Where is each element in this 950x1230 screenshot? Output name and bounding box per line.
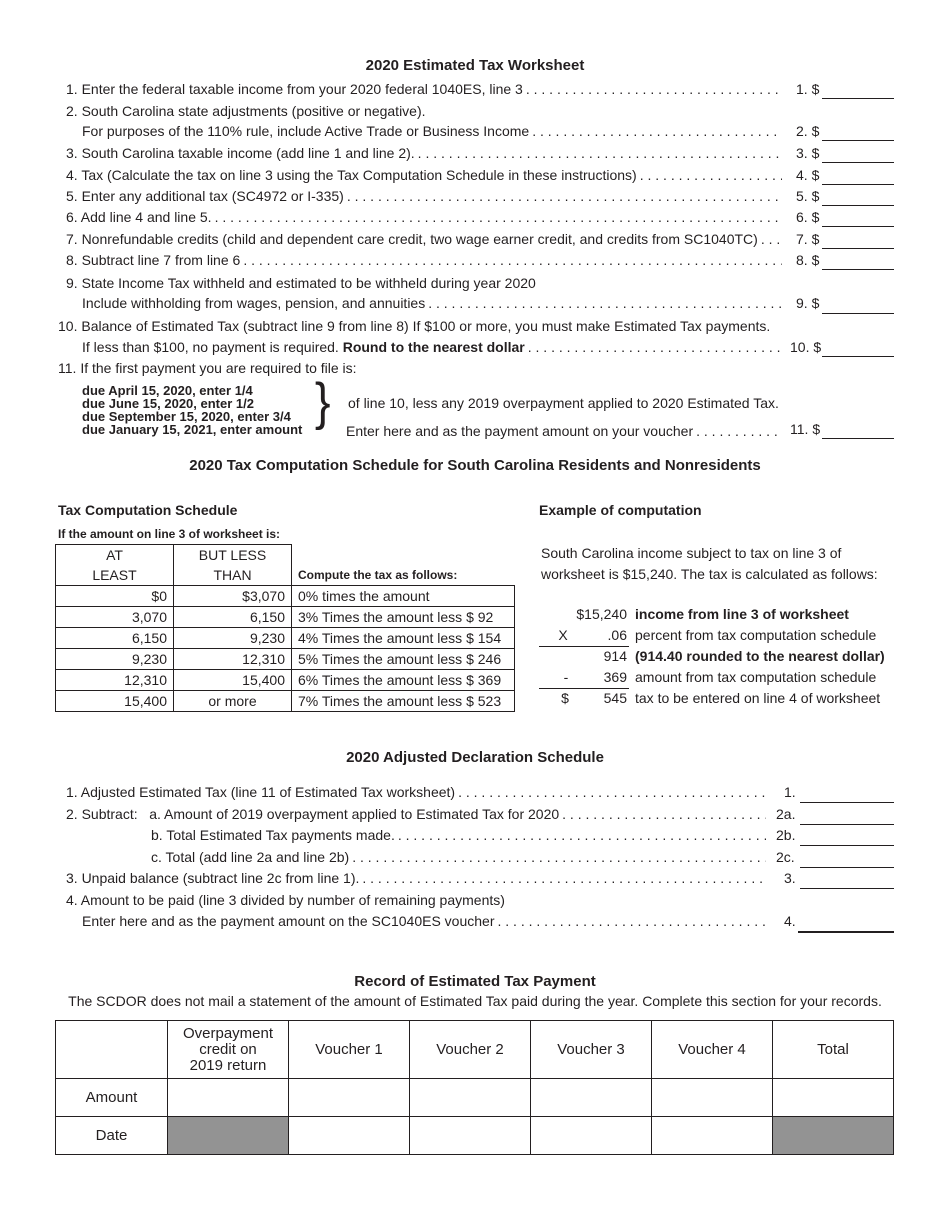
table-row (56, 607, 515, 628)
example-row-5-value: 545 (603, 690, 627, 706)
header-voucher-2: Voucher 2 (410, 1021, 531, 1079)
worksheet-line-2: 2. South Carolina state adjustments (positive or negative). (66, 101, 782, 121)
adjusted-line-2b: b. Total Estimated Tax payments made. . . . (151, 825, 766, 845)
header-at-least-2: LEAST (56, 565, 174, 586)
schedule-title: 2020 Tax Computation Schedule for South Carolina Residents and Nonresidents (189, 457, 761, 474)
cell-at-least: 3,070 (56, 607, 174, 628)
amount-voucher-3-cell[interactable] (531, 1079, 652, 1117)
example-row-2-desc: percent from tax computation schedule (635, 627, 877, 643)
cell-compute: 0% times the amount (292, 586, 515, 607)
schedule-caption: If the amount on line 3 of worksheet is: (58, 527, 281, 541)
cell-compute: 5% Times the amount less $ 246 (292, 649, 515, 670)
worksheet-line-6-input[interactable] (822, 226, 894, 227)
worksheet-line-5-input[interactable] (822, 205, 894, 206)
table-row (56, 628, 515, 649)
table-row (56, 670, 515, 691)
cell-at-least: 15,400 (56, 691, 174, 712)
header-voucher-3: Voucher 3 (531, 1021, 652, 1079)
date-voucher-1-cell[interactable] (289, 1117, 410, 1155)
worksheet-line-7-number: 7. $ (796, 231, 820, 247)
record-title: Record of Estimated Tax Payment (354, 973, 596, 990)
worksheet-line-6-number: 6. $ (796, 209, 820, 225)
cell-but-less: 12,310 (174, 649, 292, 670)
worksheet-line-3-number: 3. $ (796, 145, 820, 161)
date-voucher-2-cell[interactable] (410, 1117, 531, 1155)
example-row-1-desc: income from line 3 of worksheet (635, 606, 849, 622)
worksheet-line-9-cont: Include withholding from wages, pension, and annuities . . . (82, 293, 782, 313)
table-row (56, 649, 515, 670)
example-title: Example of computation (539, 502, 702, 518)
example-intro-1: South Carolina income subject to tax on line 3 of (541, 545, 842, 561)
worksheet-line-11: 11. If the first payment you are required to file is: (58, 358, 774, 378)
adjusted-line-2b-input[interactable] (800, 845, 894, 846)
cell-but-less: or more (174, 691, 292, 712)
cell-compute: 3% Times the amount less $ 92 (292, 607, 515, 628)
brace-symbol: } (314, 373, 331, 431)
amount-voucher-1-cell[interactable] (289, 1079, 410, 1117)
worksheet-line-1-input[interactable] (822, 98, 894, 99)
worksheet-line-10-input[interactable] (822, 356, 894, 357)
adjusted-line-2c-number: 2c. (776, 849, 795, 865)
adjusted-line-2a-number: 2a. (776, 806, 796, 822)
example-row-4-symbol: - (563, 669, 569, 685)
header-overpayment: Overpayment credit on 2019 return (168, 1021, 289, 1079)
line-11-instruction: Enter here and as the payment amount on your voucher . . . (346, 421, 782, 441)
worksheet-line-8-input[interactable] (822, 269, 894, 270)
header-but-less-1: BUT LESS (174, 545, 292, 566)
adjusted-line-4: 4. Amount to be paid (line 3 divided by number of remaining payments) (66, 890, 782, 910)
date-voucher-4-cell[interactable] (652, 1117, 773, 1155)
due-june: due June 15, 2020, enter 1/2 (82, 396, 254, 411)
worksheet-line-1-number: 1. $ (796, 81, 820, 97)
cell-compute: 4% Times the amount less $ 154 (292, 628, 515, 649)
worksheet-line-10-cont: If less than $100, no payment is required. Round to the nearest dollar . . . (82, 337, 782, 357)
example-intro-2: worksheet is $15,240. The tax is calculated as follows: (541, 566, 878, 582)
worksheet-line-5: 5. Enter any additional tax (SC4972 or I-335) . . . (66, 186, 782, 206)
amount-overpayment-cell[interactable] (168, 1079, 289, 1117)
row-label-date: Date (56, 1117, 168, 1155)
worksheet-line-7-input[interactable] (822, 248, 894, 249)
adjusted-line-1-input[interactable] (800, 802, 894, 803)
cell-at-least: $0 (56, 586, 174, 607)
worksheet-title: 2020 Estimated Tax Worksheet (365, 57, 585, 74)
worksheet-line-4-number: 4. $ (796, 167, 820, 183)
worksheet-line-3-input[interactable] (822, 162, 894, 163)
due-september: due September 15, 2020, enter 3/4 (82, 409, 291, 424)
cell-at-least: 12,310 (56, 670, 174, 691)
worksheet-line-8: 8. Subtract line 7 from line 6 . . . (66, 250, 782, 270)
example-row-5-symbol: $ (561, 690, 569, 706)
table-row (56, 1117, 894, 1155)
adjusted-line-2b-number: 2b. (776, 827, 796, 843)
record-table (55, 1020, 894, 1155)
adjusted-line-3: 3. Unpaid balance (subtract line 2c from line 1). . . . (66, 868, 766, 888)
example-row-3-value: 914 (603, 648, 627, 664)
due-january: due January 15, 2021, enter amount (82, 422, 303, 437)
worksheet-line-9-number: 9. $ (796, 295, 820, 311)
worksheet-line-4-input[interactable] (822, 184, 894, 185)
cell-compute: 6% Times the amount less $ 369 (292, 670, 515, 691)
cell-but-less: 6,150 (174, 607, 292, 628)
date-total-cell-shaded (773, 1117, 894, 1155)
line-11-description: of line 10, less any 2019 overpayment applied to 2020 Estimated Tax. (348, 395, 779, 411)
adjusted-line-4-cont: Enter here and as the payment amount on the SC1040ES voucher . . . (82, 911, 766, 931)
cell-compute: 7% Times the amount less $ 523 (292, 691, 515, 712)
worksheet-line-9-input[interactable] (822, 313, 894, 314)
record-note: The SCDOR does not mail a statement of the amount of Estimated Tax paid during the year. Complete this section for your records. (68, 993, 882, 1009)
amount-voucher-2-cell[interactable] (410, 1079, 531, 1117)
worksheet-line-3: 3. South Carolina taxable income (add line 1 and line 2). . . . (66, 143, 782, 163)
table-row (56, 691, 515, 712)
amount-total-cell[interactable] (773, 1079, 894, 1117)
adjusted-line-3-number: 3. (784, 870, 796, 886)
worksheet-line-2-number: 2. $ (796, 123, 820, 139)
worksheet-line-11-input[interactable] (822, 438, 894, 439)
worksheet-line-11-number: 11. $ (790, 421, 821, 437)
header-but-less-2: THAN (174, 565, 292, 586)
date-overpayment-cell-shaded (168, 1117, 289, 1155)
header-total: Total (773, 1021, 894, 1079)
worksheet-line-2-input[interactable] (822, 140, 894, 141)
adjusted-title: 2020 Adjusted Declaration Schedule (346, 749, 604, 766)
adjusted-line-2c-input[interactable] (800, 867, 894, 868)
example-row-4-desc: amount from tax computation schedule (635, 669, 877, 685)
worksheet-line-6: 6. Add line 4 and line 5. . . . (66, 207, 782, 227)
cell-but-less: 9,230 (174, 628, 292, 649)
adjusted-line-2a: 2. Subtract: a. Amount of 2019 overpayment applied to Estimated Tax for 2020 . . . (66, 804, 766, 824)
cell-but-less: $3,070 (174, 586, 292, 607)
example-row-3-desc: (914.40 rounded to the nearest dollar) (635, 648, 885, 664)
adjusted-line-2a-input[interactable] (800, 824, 894, 825)
cell-at-least: 6,150 (56, 628, 174, 649)
adjusted-line-4-input[interactable] (798, 931, 894, 933)
due-april: due April 15, 2020, enter 1/4 (82, 383, 253, 398)
adjusted-line-1: 1. Adjusted Estimated Tax (line 11 of Estimated Tax worksheet) . . . (66, 782, 766, 802)
example-row-2-symbol: X (558, 627, 568, 643)
row-label-amount: Amount (56, 1079, 168, 1117)
worksheet-line-4: 4. Tax (Calculate the tax on line 3 using the Tax Computation Schedule in these instructions) . . . (66, 165, 782, 185)
worksheet-line-10-number: 10. $ (790, 339, 822, 355)
header-compute: Compute the tax as follows: (292, 565, 515, 586)
worksheet-line-9: 9. State Income Tax withheld and estimated to be withheld during year 2020 (66, 273, 782, 293)
table-row (56, 1079, 894, 1117)
amount-voucher-4-cell[interactable] (652, 1079, 773, 1117)
worksheet-line-10: 10. Balance of Estimated Tax (subtract line 9 from line 8) If $100 or more, you must make Estimated Tax payments. (58, 316, 838, 336)
worksheet-line-7: 7. Nonrefundable credits (child and dependent care credit, two wage earner credit, and credits from SC1040TC) . . . (66, 229, 782, 249)
example-row-2-value: .06 (607, 627, 627, 643)
adjusted-line-1-number: 1. (784, 784, 796, 800)
header-at-least-1: AT (56, 545, 174, 566)
adjusted-line-2c: c. Total (add line 2a and line 2b) . . . (151, 847, 766, 867)
header-voucher-1: Voucher 1 (289, 1021, 410, 1079)
schedule-subtitle: Tax Computation Schedule (58, 502, 238, 518)
date-voucher-3-cell[interactable] (531, 1117, 652, 1155)
worksheet-line-2-cont: For purposes of the 110% rule, include Active Trade or Business Income . . . (82, 121, 782, 141)
example-row-5-desc: tax to be entered on line 4 of worksheet (635, 690, 881, 706)
cell-but-less: 15,400 (174, 670, 292, 691)
table-row (56, 586, 515, 607)
worksheet-line-8-number: 8. $ (796, 252, 820, 268)
adjusted-line-3-input[interactable] (800, 888, 894, 889)
example-row-4-value: 369 (603, 669, 627, 685)
worksheet-line-1: 1. Enter the federal taxable income from your 2020 federal 1040ES, line 3 . . . (66, 79, 782, 99)
header-voucher-4: Voucher 4 (652, 1021, 773, 1079)
cell-at-least: 9,230 (56, 649, 174, 670)
adjusted-line-4-number: 4. (784, 913, 796, 929)
tax-computation-table (55, 544, 515, 712)
worksheet-line-5-number: 5. $ (796, 188, 820, 204)
example-row-1-value: $15,240 (576, 606, 627, 622)
